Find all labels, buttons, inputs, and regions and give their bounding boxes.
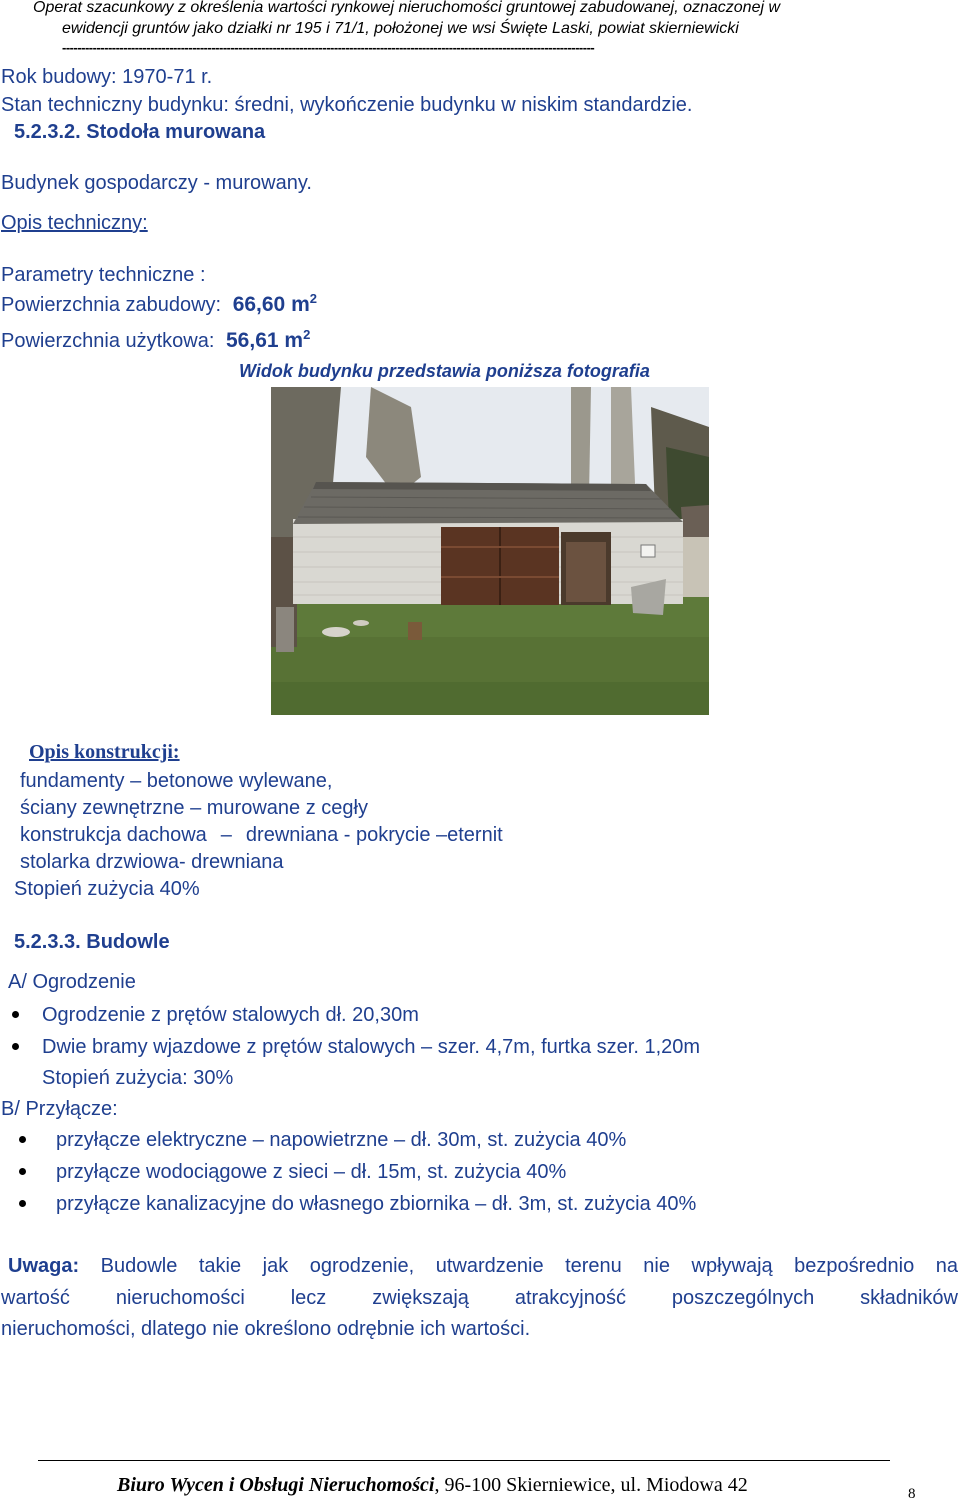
note-line-3: nieruchomości, dlatego nie określono odrębnie ich wartości. bbox=[1, 1318, 531, 1340]
footer-rule bbox=[38, 1460, 890, 1461]
note-label: Uwaga: bbox=[8, 1255, 80, 1277]
construction-joinery: stolarka drzwiowa- drewniana bbox=[20, 851, 284, 873]
roof-material: drewniana - pokrycie –eternit bbox=[245, 824, 503, 846]
connection-item-2: przyłącze wodociągowe z sieci – dł. 15m, st. zużycia 40% bbox=[56, 1161, 567, 1183]
construction-wear: Stopień zużycia 40% bbox=[14, 878, 200, 900]
header-line-2: ewidencji gruntów jako działki nr 195 i 71/1, położonej we wsi Święte Laski, powiat skierniewicki bbox=[62, 20, 739, 37]
bullet-icon bbox=[12, 1043, 19, 1050]
usable-area-label: Powierzchnia użytkowa: bbox=[1, 330, 215, 352]
note-text-1: Budowle takie jak ogrodzenie, utwardzenie terenu nie wpływają bezpośrednio na bbox=[100, 1255, 958, 1277]
usable-area-value: 56,61 $m^2$ bbox=[226, 327, 311, 352]
building-type: Budynek gospodarczy - murowany. bbox=[1, 172, 312, 194]
built-area-row bbox=[1, 293, 317, 317]
built-area-value: 66,60 $m^2$ bbox=[232, 291, 317, 316]
roof-dash: – bbox=[220, 824, 232, 846]
usable-area-row bbox=[1, 329, 310, 353]
bullet-icon bbox=[19, 1200, 26, 1207]
header-line-1: Operat szacunkowy z określenia wartości rynkowej nieruchomości gruntowej zabudowanej, oznaczonej w bbox=[33, 0, 781, 16]
roof-label: konstrukcja dachowa bbox=[20, 824, 207, 846]
technical-condition: Stan techniczny budynku: średni, wykończenie budynku w niskim standardzie. bbox=[1, 94, 693, 116]
section-heading-stodola: 5.2.3.2. Stodoła murowana bbox=[14, 121, 266, 143]
bullet-icon bbox=[19, 1168, 26, 1175]
build-year: Rok budowy: 1970-71 r. bbox=[1, 66, 213, 88]
connection-item-1: przyłącze elektryczne – napowietrzne – dł. 30m, st. zużycia 40% bbox=[56, 1129, 627, 1151]
fence-item-1: Ogrodzenie z prętów stalowych dł. 20,30m bbox=[42, 1004, 419, 1026]
barn-photo-illustration bbox=[271, 387, 709, 715]
construction-roof bbox=[20, 823, 503, 847]
photo-caption: Widok budynku przedstawia poniższa fotografia bbox=[239, 361, 650, 381]
note-line-1 bbox=[8, 1254, 958, 1278]
built-area-label: Powierzchnia zabudowy: bbox=[1, 294, 222, 316]
fence-label: A/ Ogrodzenie bbox=[8, 971, 136, 993]
barn-photo bbox=[271, 387, 709, 715]
note-line-2: wartość nieruchomości lecz zwiększają atrakcyjność poszczególnych składników bbox=[1, 1287, 958, 1309]
footer-company: Biuro Wycen i Obsługi Nieruchomości bbox=[117, 1474, 435, 1496]
footer-address-line bbox=[117, 1474, 748, 1497]
section-heading-budowle: 5.2.3.3. Budowle bbox=[14, 931, 170, 953]
construction-foundations: fundamenty – betonowe wylewane, bbox=[20, 770, 333, 792]
bullet-icon bbox=[19, 1136, 26, 1143]
connections-label: B/ Przyłącze: bbox=[1, 1098, 118, 1120]
fence-wear: Stopień zużycia: 30% bbox=[42, 1067, 234, 1089]
construction-walls: ściany zewnętrzne – murowane z cegły bbox=[20, 797, 368, 819]
params-label: Parametry techniczne : bbox=[1, 264, 206, 286]
fence-item-2: Dwie bramy wjazdowe z prętów stalowych – szer. 4,7m, furtka szer. 1,20m bbox=[42, 1036, 701, 1058]
footer-address: , 96-100 Skierniewice, ul. Miodowa 42 bbox=[434, 1474, 748, 1496]
bullet-icon bbox=[12, 1011, 19, 1018]
header-rule: ------------------------------------------------------------------------------------------------------------------------------------------- bbox=[62, 40, 595, 55]
connection-item-3: przyłącze kanalizacyjne do własnego zbiornika – dł. 3m, st. zużycia 40% bbox=[56, 1193, 697, 1215]
construction-heading: Opis konstrukcji: bbox=[29, 741, 180, 763]
tech-desc-label: Opis techniczny: bbox=[1, 212, 148, 234]
page-number: 8 bbox=[908, 1486, 916, 1502]
